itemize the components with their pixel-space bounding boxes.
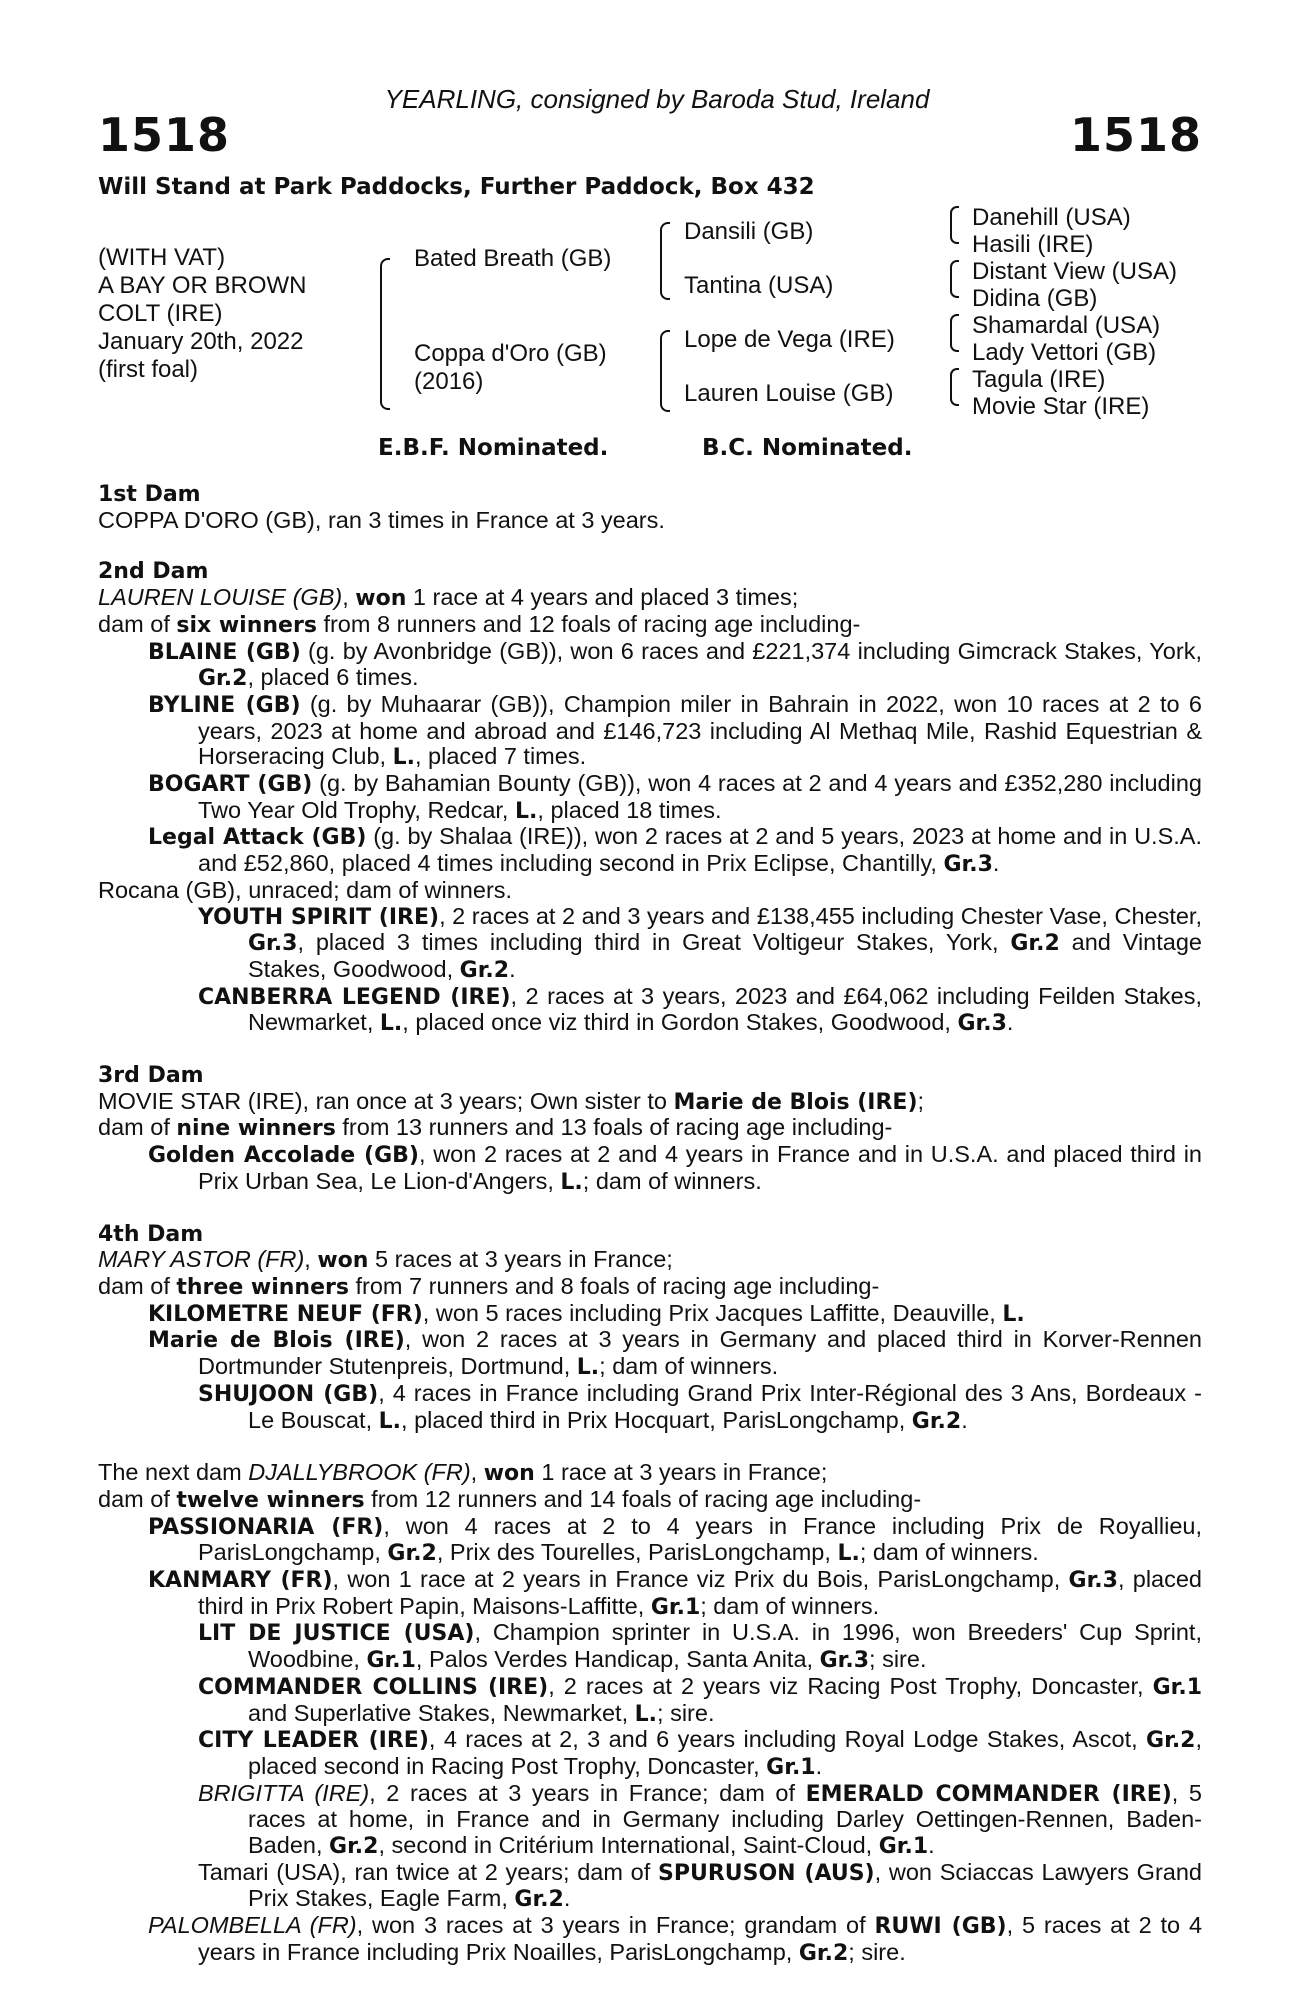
- consignor-line: YEARLING, consigned by Baroda Stud, Ireland: [384, 84, 930, 114]
- pedigree-sire-dam: Tantina (USA): [684, 272, 834, 299]
- horse-description-line2: COLT (IRE): [98, 300, 223, 327]
- pedigree-g3-8: Movie Star (IRE): [972, 393, 1150, 420]
- third-dam-line: MOVIE STAR (IRE), ran once at 3 years; Own sister to Marie de Blois (IRE);: [98, 1087, 925, 1115]
- list-item: Tamari (USA), ran twice at 2 years; dam of SPURUSON (AUS), won Sciaccas Lawyers Grand Prix Stakes, Eagle Farm, Gr.2.: [198, 1858, 1202, 1913]
- third-dam-heading: 3rd Dam: [98, 1063, 204, 1089]
- list-item: Rocana (GB), unraced; dam of winners.: [98, 876, 513, 903]
- second-dam-heading: 2nd Dam: [98, 559, 209, 585]
- horse-description-line1: A BAY OR BROWN: [98, 272, 307, 299]
- vat-note: (WITH VAT): [98, 244, 226, 271]
- pedigree-brace-g3-3: [950, 314, 959, 352]
- pedigree-brace-g3-1: [950, 206, 959, 244]
- pedigree-g3-1: Danehill (USA): [972, 204, 1131, 231]
- list-item: Marie de Blois (IRE), won 2 races at 3 years in Germany and placed third in Korver-Rennen Dortmunder Stutenpreis, Dortmund, L.; dam of winners.: [148, 1326, 1202, 1381]
- third-dam-produce-line: dam of nine winners from 13 runners and 13 foals of racing age including-: [98, 1114, 893, 1142]
- horse-name: BOGART (GB): [148, 772, 313, 798]
- dam-line-text: [98, 482, 1202, 1967]
- pedigree-dam-year: (2016): [414, 368, 484, 395]
- pedigree-brace-g3-2: [950, 260, 959, 298]
- list-item: BOGART (GB) (g. by Bahamian Bounty (GB)), won 4 races at 2 and 4 years and £352,280 including Two Year Old Trophy, Redcar, L., placed 18 times.: [148, 770, 1202, 824]
- list-item: CITY LEADER (IRE), 4 races at 2, 3 and 6 years including Royal Lodge Stakes, Ascot, Gr.2, placed second in Racing Post Trophy, Doncaster, Gr.1.: [198, 1726, 1203, 1780]
- pedigree-brace-sire: [660, 222, 670, 300]
- pedigree-dam-sire: Lope de Vega (IRE): [684, 326, 895, 353]
- pedigree-dam-dam: Lauren Louise (GB): [684, 380, 894, 407]
- second-dam-line: LAUREN LOUISE (GB), won 1 race at 4 years and placed 3 times;: [98, 584, 799, 612]
- horse-name: KILOMETRE NEUF (FR): [148, 1301, 423, 1327]
- fourth-dam-produce-line: dam of three winners from 7 runners and 8 foals of racing age including-: [98, 1272, 880, 1300]
- list-item: PALOMBELLA (FR), won 3 races at 3 years in France; grandam of RUWI (GB), 5 races at 2 to 4 years in France including Prix Noailles, ParisLongchamp, Gr.2; sire.: [148, 1912, 1203, 1966]
- pedigree-sire-sire: Dansili (GB): [684, 218, 814, 245]
- list-item: BLAINE (GB) (g. by Avonbridge (GB)), won 6 races and £221,374 including Gimcrack Stakes, York, Gr.2, placed 6 times.: [148, 637, 1202, 692]
- list-item: YOUTH SPIRIT (IRE), 2 races at 2 and 3 years and £138,455 including Chester Vase, Chester, Gr.3, placed 3 times including third in Great Voltigeur Stakes, York, Gr.2 and Vintage Stakes, Goodwood, Gr.2.: [198, 902, 1202, 983]
- horse-name: LIT DE JUSTICE (USA): [198, 1621, 475, 1647]
- horse-name: Golden Accolade (GB): [148, 1143, 419, 1169]
- horse-name: PASSIONARIA (FR): [148, 1514, 384, 1540]
- horse-name: Legal Attack (GB): [148, 825, 367, 851]
- horse-name: BLAINE (GB): [148, 639, 301, 665]
- pedigree-g3-7: Tagula (IRE): [972, 366, 1106, 393]
- first-dam-heading: 1st Dam: [98, 482, 201, 507]
- second-dam-produce-line: dam of six winners from 8 runners and 12 foals of racing age including-: [98, 610, 861, 638]
- pedigree-brace-dam: [660, 330, 670, 412]
- pedigree-g3-2: Hasili (IRE): [972, 231, 1094, 258]
- horse-name: KANMARY (FR): [148, 1568, 333, 1594]
- horse-name: BRIGITTA (IRE): [198, 1779, 370, 1806]
- lot-number-left: 1518: [98, 108, 231, 162]
- pedigree-dam: Coppa d'Oro (GB): [414, 340, 607, 367]
- list-item: PASSIONARIA (FR), won 4 races at 2 to 4 years in France including Prix de Royallieu, ParisLongchamp, Gr.2, Prix des Tourelles, ParisLongchamp, L.; dam of winners.: [148, 1512, 1202, 1567]
- ebf-nominated: E.B.F. Nominated.: [378, 435, 609, 461]
- next-dam-produce-line: dam of twelve winners from 12 runners and 14 foals of racing age including-: [98, 1485, 922, 1513]
- list-item: BYLINE (GB) (g. by Muhaarar (GB)), Champion miler in Bahrain in 2022, won 10 races at 2 to 6 years, 2023 at home and abroad and £146,723 including Al Methaq Mile, Rashid Equestrian & Horseracing Club, L., placed 7 times.: [148, 690, 1202, 771]
- list-item: KILOMETRE NEUF (FR), won 5 races including Prix Jacques Laffitte, Deauville, L.: [148, 1299, 1025, 1327]
- pedigree-g3-5: Shamardal (USA): [972, 312, 1161, 339]
- horse-name: YOUTH SPIRIT (IRE): [198, 904, 440, 930]
- pedigree-brace-g3-4: [950, 368, 959, 406]
- list-item: KANMARY (FR), won 1 race at 2 years in France viz Prix du Bois, ParisLongchamp, Gr.3, placed third in Prix Robert Papin, Maisons-Laffitte, Gr.1; dam of winners.: [148, 1566, 1202, 1620]
- pedigree-g3-4: Didina (GB): [972, 285, 1098, 312]
- stand-location: Will Stand at Park Paddocks, Further Paddock, Box 432: [98, 174, 815, 200]
- list-item: SHUJOON (GB), 4 races in France including Grand Prix Inter-Régional des 3 Ans, Bordeaux - Le Bouscat, L., placed third in Prix Hocquart, ParisLongchamp, Gr.2.: [198, 1379, 1203, 1434]
- horse-name: Marie de Blois (IRE): [148, 1328, 405, 1354]
- first-foal-note: (first foal): [98, 356, 199, 383]
- pedigree-brace-gen1: [380, 258, 390, 410]
- fourth-dam-line: MARY ASTOR (FR), won 5 races at 3 years in France;: [98, 1246, 673, 1274]
- list-item: COMMANDER COLLINS (IRE), 2 races at 2 years viz Racing Post Trophy, Doncaster, Gr.1 and Superlative Stakes, Newmarket, L.; sire.: [198, 1672, 1203, 1727]
- list-item: LIT DE JUSTICE (USA), Champion sprinter in U.S.A. in 1996, won Breeders' Cup Sprint, Woodbine, Gr.1, Palos Verdes Handicap, Santa Anita, Gr.3; sire.: [198, 1619, 1202, 1674]
- fourth-dam-heading: 4th Dam: [98, 1221, 204, 1247]
- horse-name: BYLINE (GB): [148, 692, 301, 718]
- list-item: BRIGITTA (IRE), 2 races at 3 years in France; dam of EMERALD COMMANDER (IRE), 5 races at home, in France and in Germany including Darley Oettingen-Rennen, Baden-Baden, Gr.2, second in Critérium International, Saint-Cloud, Gr.1.: [198, 1779, 1202, 1860]
- pedigree-sire: Bated Breath (GB): [414, 245, 612, 272]
- list-item: Legal Attack (GB) (g. by Shalaa (IRE)), won 2 races at 2 and 5 years, 2023 at home and in U.S.A. and £52,860, placed 4 times including second in Prix Eclipse, Chantilly, Gr.3.: [148, 823, 1202, 878]
- horse-name: COMMANDER COLLINS (IRE): [198, 1674, 549, 1700]
- list-item: CANBERRA LEGEND (IRE), 2 races at 3 years, 2023 and £64,062 including Feilden Stakes, Newmarket, L., placed once viz third in Gordon Stakes, Goodwood, Gr.3.: [198, 982, 1202, 1037]
- horse-name: PALOMBELLA (FR): [148, 1912, 357, 1939]
- pedigree-g3-6: Lady Vettori (GB): [972, 339, 1157, 366]
- horse-name: CANBERRA LEGEND (IRE): [198, 984, 511, 1010]
- lot-number-right: 1518: [1069, 108, 1202, 162]
- foaling-date: January 20th, 2022: [98, 328, 304, 355]
- bc-nominated: B.C. Nominated.: [702, 435, 913, 461]
- pedigree-g3-3: Distant View (USA): [972, 258, 1177, 285]
- list-item: Golden Accolade (GB), won 2 races at 2 and 4 years in France and in U.S.A. and placed third in Prix Urban Sea, Le Lion-d'Angers, L.; dam of winners.: [148, 1141, 1202, 1195]
- next-dam-line: The next dam DJALLYBROOK (FR), won 1 race at 3 years in France;: [98, 1459, 828, 1487]
- horse-name: CITY LEADER (IRE): [198, 1728, 429, 1754]
- horse-name: SHUJOON (GB): [198, 1381, 379, 1407]
- first-dam-text: COPPA D'ORO (GB), ran 3 times in France at 3 years.: [98, 506, 665, 533]
